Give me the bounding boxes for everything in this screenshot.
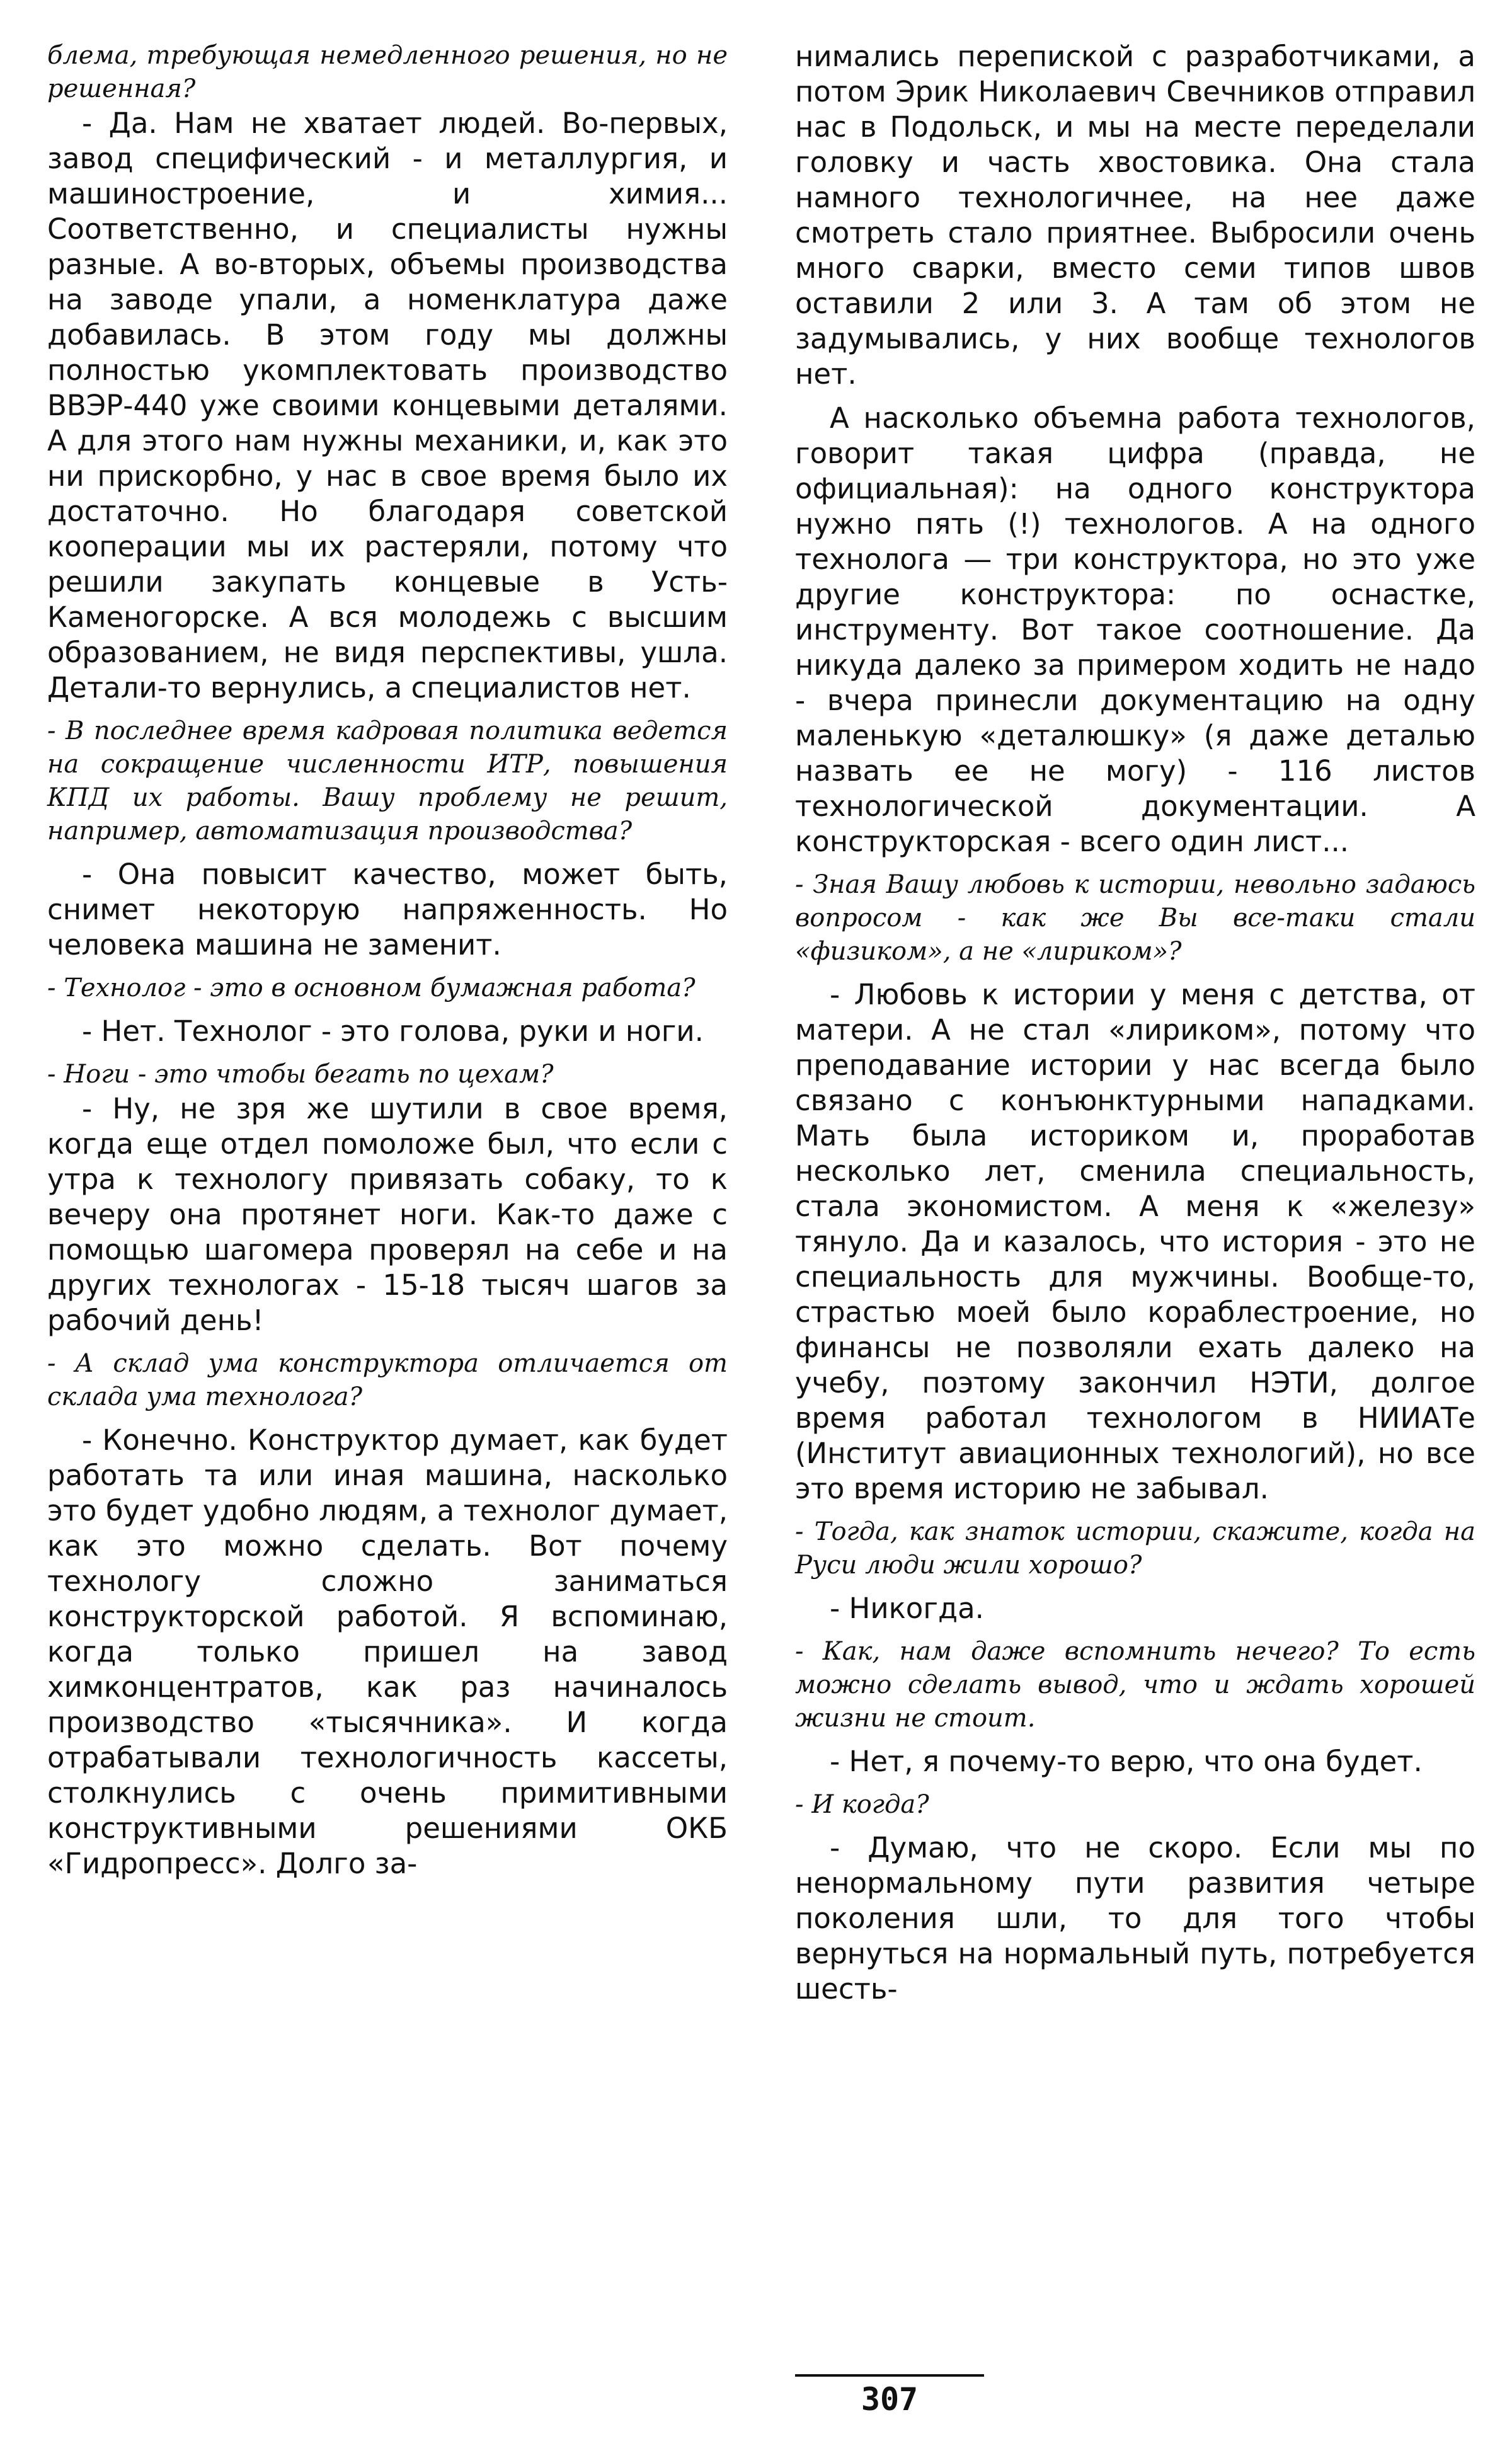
answer-text: - Да. Нам не хватает людей. Во-первых, завод специфический - и металлургия, и машиностроение, и химия... Соответственно, и специалисты нужны разные. А во-вторых, объемы производства на заводе упали, а номенклатура даже добавилась. В этом году мы должны полностью укомплектовать производство ВВЭР-440 уже своими концевыми деталями. А для этого нам нужны механики, и, как это ни прискорбно, у нас в свое время было их достаточно. Но благодаря советской кооперации мы их растеряли, потому что решили закупать концевые в Усть-Каменогорске. А вся молодежь с высшим образованием, не видя перспективы, ушла. Детали-то вернулись, а специалистов нет. — [47, 106, 728, 704]
question-text: - А склад ума конструктора отличается от склада ума технолога? — [47, 1349, 728, 1411]
answer-text: - Любовь к истории у меня с детства, от матери. А не стал «лириком», потому что преподавание истории у нас всегда было связано с конъюнктурными нападками. Мать была историком и, проработав несколько лет, сменила специальность, стала экономистом. А меня к «железу» тянуло. Да и казалось, что история - это не специальность для мужчины. Вообще-то, страстью моей было кораблестроение, но финансы не позволяли ехать далеко на учебу, поэтому закончил НЭТИ, долгое время работал технологом в НИИАТе (Институт авиационных технологий), но все это время историю не забывал. — [795, 978, 1475, 1505]
question-text: - Ноги - это чтобы бегать по цехам? — [47, 1060, 554, 1089]
question-text: - Технолог - это в основном бумажная работа? — [47, 973, 696, 1002]
answer-text: - Конечно. Конструктор думает, как будет работать та или иная машина, насколько это будет удобно людям, а технолог думает, как это можно сделать. Вот почему технологу сложно заниматься конструкторской работой. Я вспоминаю, когда только пришел на завод химконцентратов, как раз начиналось производство «тысячника». И когда отрабатывали технологичность кассеты, столкнулись с очень примитивными конструктивными решениями ОКБ «Гидропресс». Долго за- — [47, 1423, 728, 1880]
question-text: блема, требующая немедленного решения, но не решенная? — [47, 41, 728, 103]
answer-text: - Ну, не зря же шутили в свое время, когда еще отдел помоложе был, что если с утра к технологу привязать собаку, то к вечеру она протянет ноги. Как-то даже с помощью шагомера проверял на себе и на других технологах - 15-18 тысяч шагов за рабочий день! — [47, 1092, 728, 1337]
page-number: 307 — [861, 2381, 919, 2418]
question-text: - И когда? — [795, 1790, 929, 1819]
answer-text: нимались перепиской с разработчиками, а потом Эрик Николаевич Свечников отправил нас в Подольск, и мы на месте переделали головку и часть хвостовика. Она стала намного технологичнее, на нее даже смотреть стало приятнее. Выбросили очень много сварки, вместо семи типов швов оставили 2 или 3. А там об этом не задумывались, у них вообще технологов нет. — [795, 40, 1475, 391]
right-column — [795, 39, 1475, 2007]
answer-text: - Думаю, что не скоро. Если мы по ненормальному пути развития четыре поколения шли, то для того чтобы вернуться на нормальный путь, потребуется шесть- — [795, 1831, 1475, 2006]
answer-text: - Она повысит качество, может быть, снимет некоторую напряженность. Но человека машина не заменит. — [47, 858, 728, 962]
answer-text: А насколько объемна работа технологов, говорит такая цифра (правда, не официальная): на одного конструктора нужно пять (!) технологов. А на одного технолога — три конструктора, но это уже другие конструктора: по оснастке, инструменту. Вот такое соотношение. Да никуда далеко за примером ходить не надо - вчера принесли документацию на одну маленькую «деталюшку» (я даже деталью назвать ее не могу) - 116 листов технологической документации. А конструкторская - всего один лист... — [795, 401, 1475, 858]
answer-text: - Нет, я почему-то верю, что она будет. — [830, 1745, 1423, 1778]
question-text: - Как, нам даже вспомнить нечего? То есть можно сделать вывод, что и ждать хорошей жизни не стоит. — [795, 1637, 1475, 1733]
question-text: - Зная Вашу любовь к истории, невольно задаюсь вопросом - как же Вы все-таки стали «физиком», а не «лириком»? — [795, 870, 1475, 966]
question-text: - Тогда, как знаток истории, скажите, когда на Руси люди жили хорошо? — [795, 1517, 1475, 1580]
question-text: - В последнее время кадровая политика ведется на сокращение численности ИТР, повышения КПД их работы. Вашу проблему не решит, например, автоматизация производства? — [47, 716, 728, 846]
answer-text: - Никогда. — [830, 1592, 984, 1625]
footer-rule — [795, 2374, 984, 2377]
answer-text: - Нет. Технолог - это голова, руки и ноги. — [82, 1014, 704, 1048]
left-column — [47, 39, 728, 1881]
